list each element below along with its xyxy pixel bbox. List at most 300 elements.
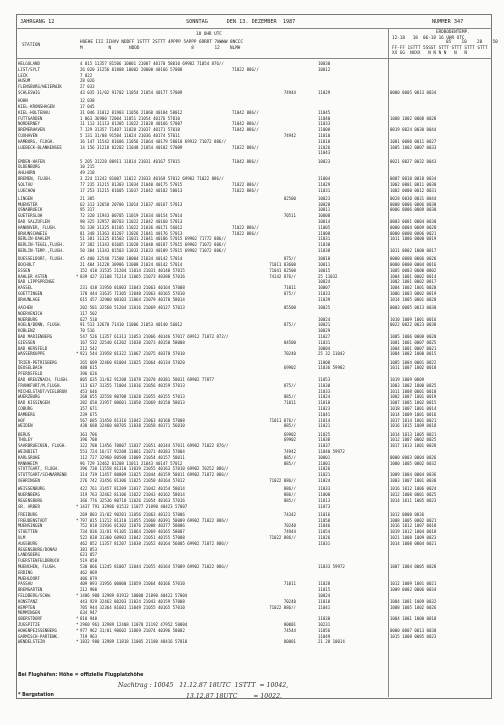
station-c-cell: 885//: [283, 454, 296, 460]
station-e-cell: 11040: [318, 115, 331, 121]
station-r2-cell: 1003 1007 1001 0030: [390, 478, 437, 483]
station-c-cell: 875//: [283, 382, 296, 388]
station-a-cell: 381 853: [80, 546, 98, 552]
station-st-cell: FUTTGARDEN: [18, 115, 43, 121]
station-st-cell: BAMBERG: [18, 411, 36, 417]
station-a-cell: 12 038: [80, 98, 95, 104]
station-r2-cell: 1021 1008 1009 0023: [390, 535, 437, 540]
station-r2-cell: 1004 1001 0002 0014: [390, 273, 437, 279]
station-a-cell: 56 338 31325 81105 11022 21036 40171 56012: [80, 224, 183, 230]
station-a-cell: 627 510: [80, 316, 98, 322]
station-c-cell: 71011: [283, 400, 296, 406]
station-st-cell: HELGOLAND: [18, 61, 40, 66]
station-r2-cell: 1000 1005 0002 0032: [390, 460, 437, 466]
station-r2-cell: 1008 1005 1002 0026: [390, 604, 437, 610]
station-c-cell: 69902: [283, 437, 296, 443]
station-r2-cell: 1014 1005 0001 0020: [390, 296, 437, 302]
station-e-cell: 11010: [318, 133, 331, 138]
station-e-cell: 11021: [318, 472, 331, 478]
station-st-cell: GARMISCH-PARTENK.: [18, 633, 60, 639]
station-row: [18, 150, 488, 156]
station-st-cell: AUGSBURG: [18, 540, 38, 546]
station-c-cell: 71011: [283, 581, 296, 587]
station-st-cell: NUERBURG: [18, 316, 38, 322]
station-a-cell: 977 962 31/01 90602 11069 21074 40396 58002: [80, 627, 185, 633]
station-r2-cell: 1002 1007 1001 0019: [390, 394, 437, 400]
station-r2-cell: 1005 0003 0000 0002: [390, 267, 437, 273]
footer-airport-note: Bei Flughäfen: Höhe = offizielle Flugplatzhöhe: [18, 673, 144, 678]
station-st-cell: WEINBIET: [18, 449, 38, 454]
station-a-cell: 462 869: [80, 569, 98, 575]
station-r-cell: *: [76, 351, 79, 357]
station-st-cell: PASSAU: [18, 581, 33, 587]
station-e-cell: 11033: [318, 486, 331, 492]
station-a-cell: 462 852 11357 81207 11038 21052 40164 56005 69902 71072 886//: [80, 540, 229, 546]
station-st-cell: BAD SALZUFLEN: [18, 219, 50, 224]
station-e-cell: 11028: [318, 581, 331, 587]
station-st-cell: LUECHOW: [18, 187, 36, 193]
station-st-cell: LECK: [18, 72, 28, 78]
station-st-cell: AACHEN: [18, 305, 33, 310]
station-st-cell: KARLSRUHE: [18, 454, 40, 460]
station-a-cell: 547 526 11357 61313 11053 21066 40146 57017 69912 71072 872//: [80, 334, 229, 339]
station-r2-cell: 1002 1001 0002 0017: [390, 279, 437, 285]
station-a-cell: 5 205 31228 80911 11014 21031 40167 57015: [80, 158, 180, 164]
station-r2-cell: 1019 1012 1004 0018: [390, 529, 437, 535]
station-a-cell: 422 761 31457 81209 11037 21042 40154 58014: [80, 486, 185, 492]
station-b-cell: 71022 886//: [232, 144, 259, 150]
date-label: SONNTAG DEN 13. DEZEMBER 1987: [186, 19, 296, 25]
station-e-cell: 11045: [318, 109, 331, 115]
station-a-cell: 1486 908 32989 01912 10000 21090 40422 57004: [80, 593, 188, 598]
station-e-cell: 11030: [318, 382, 331, 388]
station-b-cell: 71022 886//: [232, 66, 259, 72]
right-units-header: XX GG NXXX N N N N N N: [392, 51, 468, 56]
station-st-cell: FUERSTENFELDBRUCK: [18, 558, 60, 564]
station-e-cell: 11027: [318, 334, 331, 339]
station-st-cell: FREIBURG: [18, 511, 38, 517]
station-c-cell: 74544: [283, 627, 296, 633]
issue-number-label: NUMMER 347: [432, 19, 464, 25]
station-r2-cell: 0021 0027 0032 0043: [390, 158, 437, 164]
station-a-cell: 14 156 31218 82202 11048 21054 40182 57009: [80, 144, 183, 150]
station-c-cell: 885//: [283, 394, 296, 400]
station-a-cell: 4 015 11357 81506 10001 21007 40170 58010 69902 71054 876//: [80, 61, 224, 66]
station-r2-cell: 1010 1009 1001 0016: [390, 316, 437, 322]
station-a-cell: 21 404 31228 30906 11008 21024 40142 57014: [80, 262, 183, 267]
station-st-cell: OSNABRUECK: [18, 207, 43, 213]
handwritten-addendum-line2: 13.12.87 18UTC = 10022.: [186, 693, 283, 700]
station-st-cell: MUENCHEN, FLUGH.: [18, 564, 57, 569]
station-st-cell: PFERDSFELD: [18, 371, 43, 377]
station-r-cell: *: [76, 517, 79, 523]
station-row: [18, 351, 488, 357]
station-r-cell: *: [76, 627, 79, 633]
station-c-cell: 74342: [283, 511, 296, 517]
station-a-cell: 366 776 32536 80710 11026 21054 40163 57016: [80, 497, 185, 503]
station-r-cell: *: [76, 616, 79, 622]
station-e-cell: 11024: [318, 394, 331, 400]
station-e-cell: 11030: [318, 616, 331, 622]
station-e-cell: 11030: [318, 242, 331, 248]
station-e-cell: 11018: [318, 400, 331, 406]
station-c-cell: 875//: [283, 256, 296, 262]
station-b-cell: 71042 886//: [232, 121, 259, 127]
station-st-cell: HOHENPEISSENBERG: [18, 627, 57, 633]
station-a-cell: 1437 791 32986 01512 11077 21090 40423 57007: [80, 503, 188, 509]
station-r2-cell: 0006 0006 0009 0030: [390, 207, 437, 213]
station-st-cell: MUENSINGEN: [18, 523, 43, 529]
station-a-cell: 480 615: [80, 365, 98, 371]
column-header-rule: [16, 58, 492, 59]
station-r2-cell: 1005 1004 0001 0022: [390, 359, 437, 365]
station-e-cell: 11008: [318, 230, 331, 236]
soil-temp-title: ERDBODENTEMP.: [436, 30, 470, 35]
station-a-cell: 81 348 31363 81207 11026 21041 40176 57013: [80, 230, 183, 236]
station-st-cell: EMDEN-HAFEN: [18, 158, 45, 164]
station-st-cell: BREMERHAVEN: [18, 127, 45, 133]
station-e-cell: 11005: [318, 224, 331, 230]
station-e-cell: 11029: [318, 90, 331, 95]
station-c-cell: 82500: [283, 195, 296, 201]
station-a-cell: 396 708: [80, 437, 98, 443]
right-time-header: 12-18 18 06-18 16 UHR UTC: [392, 35, 465, 41]
station-a-cell: 839 427 31108 71214 11065 21073 40388 57016: [80, 273, 185, 279]
station-a-cell: 269 803 31/02 90201 11056 21063 40121 57006: [80, 511, 185, 517]
station-a-cell: 567 685 31450 81316 11042 21063 40168 57008: [80, 417, 185, 423]
station-a-cell: 77 235 31215 81303 11034 21040 40175 57015: [80, 181, 183, 187]
station-c-cell: 80001: [283, 639, 296, 645]
station-r2-cell: 0000 0004 0009 0028: [390, 224, 437, 230]
station-e-cell: 11016: [318, 511, 331, 517]
station-a-cell: 212 542: [80, 345, 98, 351]
station-st-cell: BAD HERSFELD: [18, 345, 48, 351]
station-r2-cell: 1002 0000 0012 0031: [390, 187, 437, 193]
station-a-cell: 623 857: [80, 552, 98, 558]
station-e-cell: 11037: [318, 443, 331, 449]
station-e-cell: 25 32 11042: [318, 351, 345, 357]
station-r-cell: *: [76, 503, 79, 509]
station-e-cell: 10014: [318, 219, 331, 224]
station-b-cell: 71022 886//: [232, 224, 259, 230]
station-a-cell: 805 635 31/02 91208 11078 21078 40381 58011 69902 77877: [80, 377, 215, 382]
station-a-cell: 634 947: [80, 610, 98, 616]
station-r2-cell: 1019 1009 0009: [390, 377, 425, 382]
station-a-cell: 553 724 16/17 92208 11061 21071 40383 57004: [80, 449, 185, 454]
station-a-cell: 27 033: [80, 84, 95, 90]
station-st-cell: BERUS: [18, 431, 31, 437]
station-a-cell: 17 045: [80, 104, 95, 109]
station-e-cell: 10024: [318, 593, 331, 598]
station-r2-cell: 1009 0002 0006 0034: [390, 587, 437, 593]
station-r2-cell: 1011 1006 0000 0019: [390, 236, 437, 242]
station-a-cell: 409 893 31956 00000 11059 21064 40166 57010: [80, 581, 185, 587]
station-c-cell: 69902: [283, 365, 296, 371]
station-r2-cell: 1017 1014 1001 0021: [390, 417, 437, 423]
station-a-cell: 31 046 31012 81903 11056 21060 40184 58012: [80, 109, 183, 115]
station-st-cell: DUESSELDORF, FLUGH.: [18, 256, 65, 262]
station-st-cell: BERLIN-TEMP.,FLUGH.: [18, 248, 65, 253]
station-e-cell: 11041: [318, 604, 331, 610]
station-a-cell: 49 218: [80, 170, 95, 176]
station-st-cell: HUSUM: [18, 78, 31, 84]
station-e-cell: 11014: [318, 417, 331, 423]
station-st-cell: BREMEN, FLUGH.: [18, 176, 53, 181]
station-a-cell: 43 035 31/02 91702 11054 21054 40177 57009: [80, 90, 183, 95]
station-e-cell: 10008: [318, 213, 331, 219]
station-r2-cell: 1004 1001 1009 0032: [390, 598, 437, 604]
station-a-cell: 7 022: [80, 72, 93, 78]
station-st-cell: NUERNBERG: [18, 492, 40, 497]
station-a-cell: 314 739 11457 80809 11025 21044 40159 58011 69902 71072 886//: [80, 472, 229, 478]
station-a-cell: 530 866 11245 81007 11044 21055 40164 57009 69902 71022 886//: [80, 564, 229, 569]
station-e-cell: 11039: [318, 296, 331, 302]
station-e-cell: 11023: [318, 406, 331, 411]
station-a-cell: 734 836 31/01 91105 11064 21069 40165 58007: [80, 529, 185, 535]
station-r2-cell: 1014 1009 1001 0016: [390, 411, 437, 417]
station-c-cell: 74142 876//: [269, 273, 296, 279]
station-e-cell: 11029: [318, 181, 331, 187]
station-b-cell: 71042 886//: [232, 109, 259, 115]
station-st-cell: GOETTINGEN: [18, 291, 43, 296]
station-r2-cell: 1004 1002 1000 0015: [390, 351, 437, 357]
station-e-cell: 11031: [318, 339, 331, 345]
station-c-cell: 875//: [283, 291, 296, 296]
station-st-cell: MUEHLDORF: [18, 575, 40, 581]
station-a-cell: 797 815 11212 81310 11055 21060 40391 58009 69902 71022 886//: [80, 517, 229, 523]
station-c-cell: 71022 886//: [269, 604, 296, 610]
station-a-cell: 406 879: [80, 575, 98, 581]
station-st-cell: HANNOVER, FLUGH.: [18, 224, 57, 230]
station-b-cell: 71042 886//: [232, 158, 259, 164]
station-c-cell: 71011: [283, 285, 296, 291]
station-r2-cell: 1012 1007 0002 0025: [390, 437, 437, 443]
station-a-cell: 239 675: [80, 411, 98, 417]
station-r2-cell: 1008 1002 0008 0028: [390, 115, 437, 121]
station-r2-cell: 0000 0007 0013 0030: [390, 627, 437, 633]
station-r2-cell: 1004 1002 1001 0020: [390, 285, 437, 291]
station-st-cell: BERLIN-DAHLEM: [18, 236, 50, 242]
station-a-cell: 10 215: [80, 164, 95, 170]
station-r2-cell: 1003 1002 1000 0025: [390, 382, 437, 388]
station-c-cell: 85500: [283, 305, 296, 310]
station-a-cell: 113 637 31355 71004 11016 21056 40159 57013: [80, 382, 185, 388]
station-st-cell: ULM: [18, 535, 26, 540]
station-e-cell: 11033 59972: [318, 564, 345, 569]
station-a-cell: 438 688 32460 80705 11038 21058 40171 56010: [80, 423, 185, 429]
station-a-cell: 51 381 11325 81503 11031 21041 40186 57015 69902 71772 886//: [80, 236, 227, 242]
station-r2-cell: 0000 0000 0004 0016: [390, 262, 437, 267]
station-c-cell: 74942: [283, 133, 296, 138]
station-a-cell: 322 708 11456 70807 11037 21051 40144 57011 69902 71022 876//: [80, 443, 229, 449]
station-st-cell: OBERSTDORF: [18, 616, 43, 622]
station-a-cell: 72 320 31943 00705 11019 21034 40154 57014: [80, 213, 183, 219]
station-r2-cell: 0028 0030 0031 0044: [390, 195, 437, 201]
station-r2-cell: 0000 0005 0013 0034: [390, 90, 437, 95]
station-st-cell: BREMGARTEN: [18, 587, 43, 593]
station-c-cell: 74942: [283, 449, 296, 454]
station-r2-cell: 1004 1001 0007 0021: [390, 345, 437, 351]
station-st-cell: NOERVENICH: [18, 310, 43, 316]
station-st-cell: WUERZBURG: [18, 394, 40, 400]
station-st-cell: OLDENBURG: [18, 164, 40, 170]
station-st-cell: BAD MARIENBERG: [18, 334, 53, 339]
station-st-cell: GIESSEN: [18, 339, 36, 345]
station-a-cell: 5 131 31/08 91504 11024 21036 40174 57011: [80, 133, 180, 138]
station-r2-cell: 1007 1005 1002 0015: [390, 400, 437, 406]
station-r2-cell: 1012 1009 1001 0021: [390, 581, 437, 587]
station-e-cell: 11015: [318, 587, 331, 593]
station-r-cell: *: [76, 622, 79, 627]
station-c-cell: 71011 83600: [269, 262, 296, 267]
station-c-cell: 70240: [283, 351, 296, 357]
station-b-cell: 71022 886//: [232, 181, 259, 187]
station-st-cell: HOHN: [18, 98, 28, 104]
station-e-cell: 11024: [318, 478, 331, 483]
station-st-cell: LANDSBERG: [18, 552, 40, 558]
station-r2-cell: 1017 1013 1001 0028: [390, 443, 437, 449]
station-r2-cell: 1015 1008 0005 0023: [390, 633, 437, 639]
station-e-cell: 21 28 10014: [318, 639, 345, 645]
header-rule: [16, 28, 492, 29]
station-row: [18, 90, 488, 96]
station-st-cell: KOBLENZ: [18, 328, 36, 334]
station-st-cell: KIEL-KRONSHAGEN: [18, 104, 55, 109]
station-a-cell: 3 224 11242 81007 11022 21033 40169 57012 69902 71022 886//: [80, 176, 224, 181]
station-b-cell: 71022 886//: [232, 187, 259, 193]
station-r2-cell: 1006 1003 0002 0019: [390, 291, 437, 296]
station-e-cell: 11008: [318, 359, 331, 365]
station-st-cell: HAMBURG, FLUGH.: [18, 138, 55, 144]
station-e-cell: 11004: [318, 176, 331, 181]
station-r2-cell: 1001 0000 0011 0027: [390, 138, 437, 144]
station-st-cell: BAD KISSINGEN: [18, 400, 50, 406]
station-st-cell: KOELN/BONN, FLUGH.: [18, 322, 62, 328]
station-st-cell: BAD LIPPSPRINGE: [18, 279, 55, 285]
station-a-cell: 921 544 31958 01322 11067 21075 40378 57010: [80, 351, 185, 357]
station-r2-cell: 0000 0000 0006 0026: [390, 256, 437, 262]
station-c-cell: 71041 82500: [269, 267, 296, 273]
station-e-cell: 11001: [318, 460, 331, 466]
station-e-cell: 11025: [318, 431, 331, 437]
station-r2-cell: 0003 0005 0013 0030: [390, 305, 437, 310]
station-st-cell: SCHLESWIG: [18, 90, 40, 95]
station-r2-cell: 1005 1002 0007 0033: [390, 144, 437, 150]
station-r-cell: *: [76, 639, 79, 645]
station-e-cell: 10024: [318, 279, 331, 285]
station-e-cell: 11031: [318, 187, 331, 193]
station-a-cell: 363 706: [80, 431, 98, 437]
station-b-cell: 71042 886//: [232, 127, 259, 133]
station-st-cell: WASSERKUPPE: [18, 351, 45, 357]
station-e-cell: 11008: [318, 492, 331, 497]
station-a-cell: 396 738 11558 81310 11039 21055 40163 57010 69902 70252 886//: [80, 466, 229, 472]
station-r2-cell: 1004 1001 1000 0018: [390, 616, 437, 622]
station-e-cell: 11054: [318, 529, 331, 535]
station-r2-cell: 1008 1005 0002 0021: [390, 517, 437, 523]
station-e-cell: 25 11032: [318, 273, 338, 279]
station-st-cell: THOLEY: [18, 437, 33, 443]
station-c-cell: 71022 886//: [269, 535, 296, 540]
station-st-cell: LUEBECK-BLANKENSEE: [18, 144, 62, 150]
station-a-cell: 96 729 32462 81208 11011 21043 40147 57012: [80, 460, 183, 466]
station-e-cell: 10012: [318, 66, 331, 72]
station-st-cell: TRIER-PETRISBERG: [18, 359, 57, 365]
station-st-cell: SAARBRUECKEN, FLUGH.: [18, 443, 67, 449]
station-a-cell: 91 513 32670 71410 11006 21053 40140 56012: [80, 322, 183, 328]
station-r2-cell: 1007 1004 0005 0028: [390, 564, 437, 569]
station-st-cell: KASSEL: [18, 285, 33, 291]
station-st-cell: BAD KREUZNACH, FLUGH.: [18, 377, 70, 382]
station-a-cell: 212 900: [80, 587, 98, 593]
station-e-cell: 10025: [318, 305, 331, 310]
station-a-cell: 705 944 32364 81601 11049 21055 40165 57010: [80, 604, 185, 610]
station-e-cell: 10023: [318, 158, 331, 164]
station-c-cell: 885//: [283, 497, 296, 503]
station-st-cell: SOLTAU: [18, 181, 33, 187]
station-e-cell: 11033: [318, 388, 331, 394]
soil-depth-header: 05 10 20 50: [446, 40, 498, 45]
station-e-cell: 10023: [318, 195, 331, 201]
station-st-cell: REGENSBURG/DONAU: [18, 546, 57, 552]
station-a-cell: 453 646: [80, 388, 98, 394]
station-a-cell: 396 626: [80, 371, 98, 377]
station-r2-cell: 1016 1012 1006 0024: [390, 486, 437, 492]
station-st-cell: WEIDEN: [18, 423, 33, 429]
station-st-cell: WEISSENBURG: [18, 486, 45, 492]
station-e-cell: 11033: [318, 121, 331, 127]
station-c-cell: 84500: [283, 339, 296, 345]
station-st-cell: BERLIN-TEGEL,FLUGH.: [18, 242, 65, 248]
station-row: [18, 639, 488, 645]
station-st-cell: REGENSBURG: [18, 497, 43, 503]
station-st-cell: MEMMINGEN: [18, 610, 40, 616]
station-row: [18, 478, 488, 484]
station-a-cell: 615 457 32900 00103 11064 21079 40170 58014: [80, 296, 185, 302]
station-e-cell: 10020: [318, 201, 331, 207]
station-st-cell: BOCHOLT: [18, 262, 36, 267]
station-r2-cell: 1002 0001 0011 0030: [390, 181, 437, 187]
station-a-cell: 519 858: [80, 558, 98, 564]
station-r2-cell: 1001 1001 0007 0025: [390, 339, 437, 345]
station-e-cell: 11031: [318, 540, 331, 546]
station-r2-cell: 0007 0010 0018 0034: [390, 176, 437, 181]
station-a-cell: 7 129 31357 71407 11028 21037 40171 57010: [80, 127, 180, 133]
station-e-cell: 11010: [318, 138, 331, 144]
station-c-cell: 875//: [283, 322, 296, 328]
station-e-cell: 11043: [318, 150, 331, 156]
station-r2-cell: 0003 0001 0004 0030: [390, 219, 437, 224]
station-a-cell: 45 400 32540 71508 10004 21034 40142 57014: [80, 256, 183, 262]
station-a-cell: 752 818 31936 01302 11076 21088 40377 58006: [80, 523, 185, 529]
station-c-cell: 70511: [283, 213, 296, 219]
station-e-cell: 11073: [318, 503, 331, 509]
station-r2-cell: 1011 1008 0001 0018: [390, 388, 437, 394]
station-a-cell: 443 929 32462 80203 11024 21043 40159 57008: [80, 598, 185, 604]
station-e-cell: 10024: [318, 316, 331, 322]
station-st-cell: GUETERSLOH: [18, 213, 43, 219]
station-c-cell: 69902: [283, 431, 296, 437]
station-e-cell: 11049: [318, 633, 331, 639]
station-row: [18, 297, 488, 303]
units-header: M N NDDD 8 12 NLMH: [80, 45, 241, 51]
station-e-cell: 10011: [318, 207, 331, 213]
station-e-cell: 10015: [318, 267, 331, 273]
station-a-cell: 719 963: [80, 633, 98, 639]
station-a-cell: 62 313 32658 20706 11014 21037 40167 57013: [80, 201, 183, 207]
station-a-cell: 112 727 32960 80508 11009 21054 40157 58011: [80, 454, 185, 460]
station-a-cell: 357 671: [80, 406, 98, 411]
